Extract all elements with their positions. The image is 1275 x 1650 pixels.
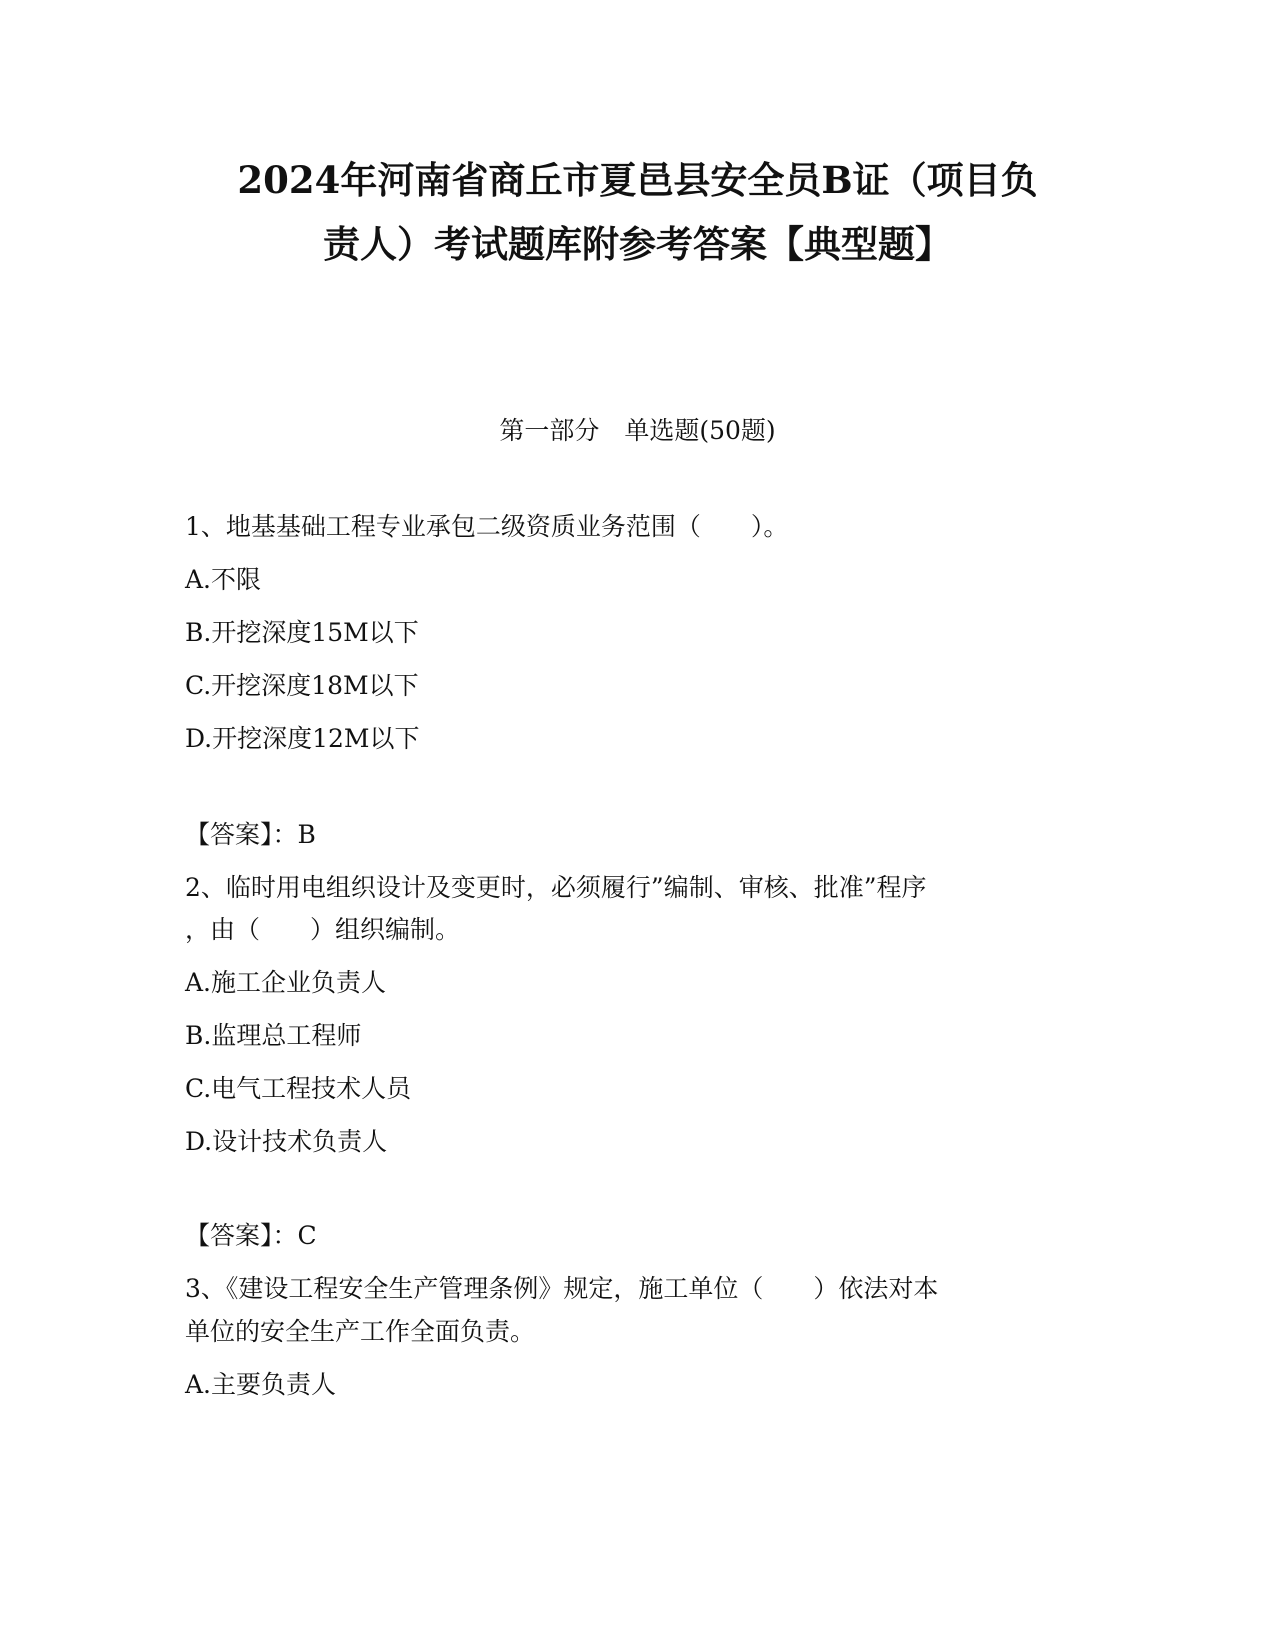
question-2-stem-line-2: ，由（ ）组织编制。 (185, 915, 461, 944)
question-2-answer: 【答案】：C (185, 1221, 317, 1250)
question-2-option-a: A.施工企业负责人 (185, 968, 387, 997)
question-1-option-c: C.开挖深度18M以下 (185, 671, 419, 700)
document-title-line-2: 责人）考试题库附参考答案【典型题】 (323, 222, 952, 266)
question-1-option-a: A.不限 (185, 565, 262, 594)
question-1-answer: 【答案】：B (185, 820, 316, 849)
question-1-stem: 1、地基基础工程专业承包二级资质业务范围（ ）。 (185, 512, 789, 541)
question-3-stem-line-1: 3、《建设工程安全生产管理条例》规定，施工单位（ ）依法对本 (185, 1274, 939, 1303)
question-2-stem-line-1: 2、临时用电组织设计及变更时，必须履行”编制、审核、批准”程序 (185, 873, 927, 902)
section-heading: 第一部分 单选题(50题) (499, 416, 776, 445)
question-1-option-b: B.开挖深度15M以下 (185, 618, 419, 647)
question-2-option-d: D.设计技术负责人 (185, 1127, 388, 1156)
question-3-option-a: A.主要负责人 (185, 1370, 337, 1399)
document-title-line-1: 2024年河南省商丘市夏邑县安全员B证（项目负 (237, 158, 1038, 202)
question-2-option-b: B.监理总工程师 (185, 1021, 362, 1050)
question-3-stem-line-2: 单位的安全生产工作全面负责。 (185, 1317, 536, 1346)
question-2-option-c: C.电气工程技术人员 (185, 1074, 412, 1103)
document-title (150, 148, 1125, 276)
question-1-option-d: D.开挖深度12M以下 (185, 724, 420, 753)
